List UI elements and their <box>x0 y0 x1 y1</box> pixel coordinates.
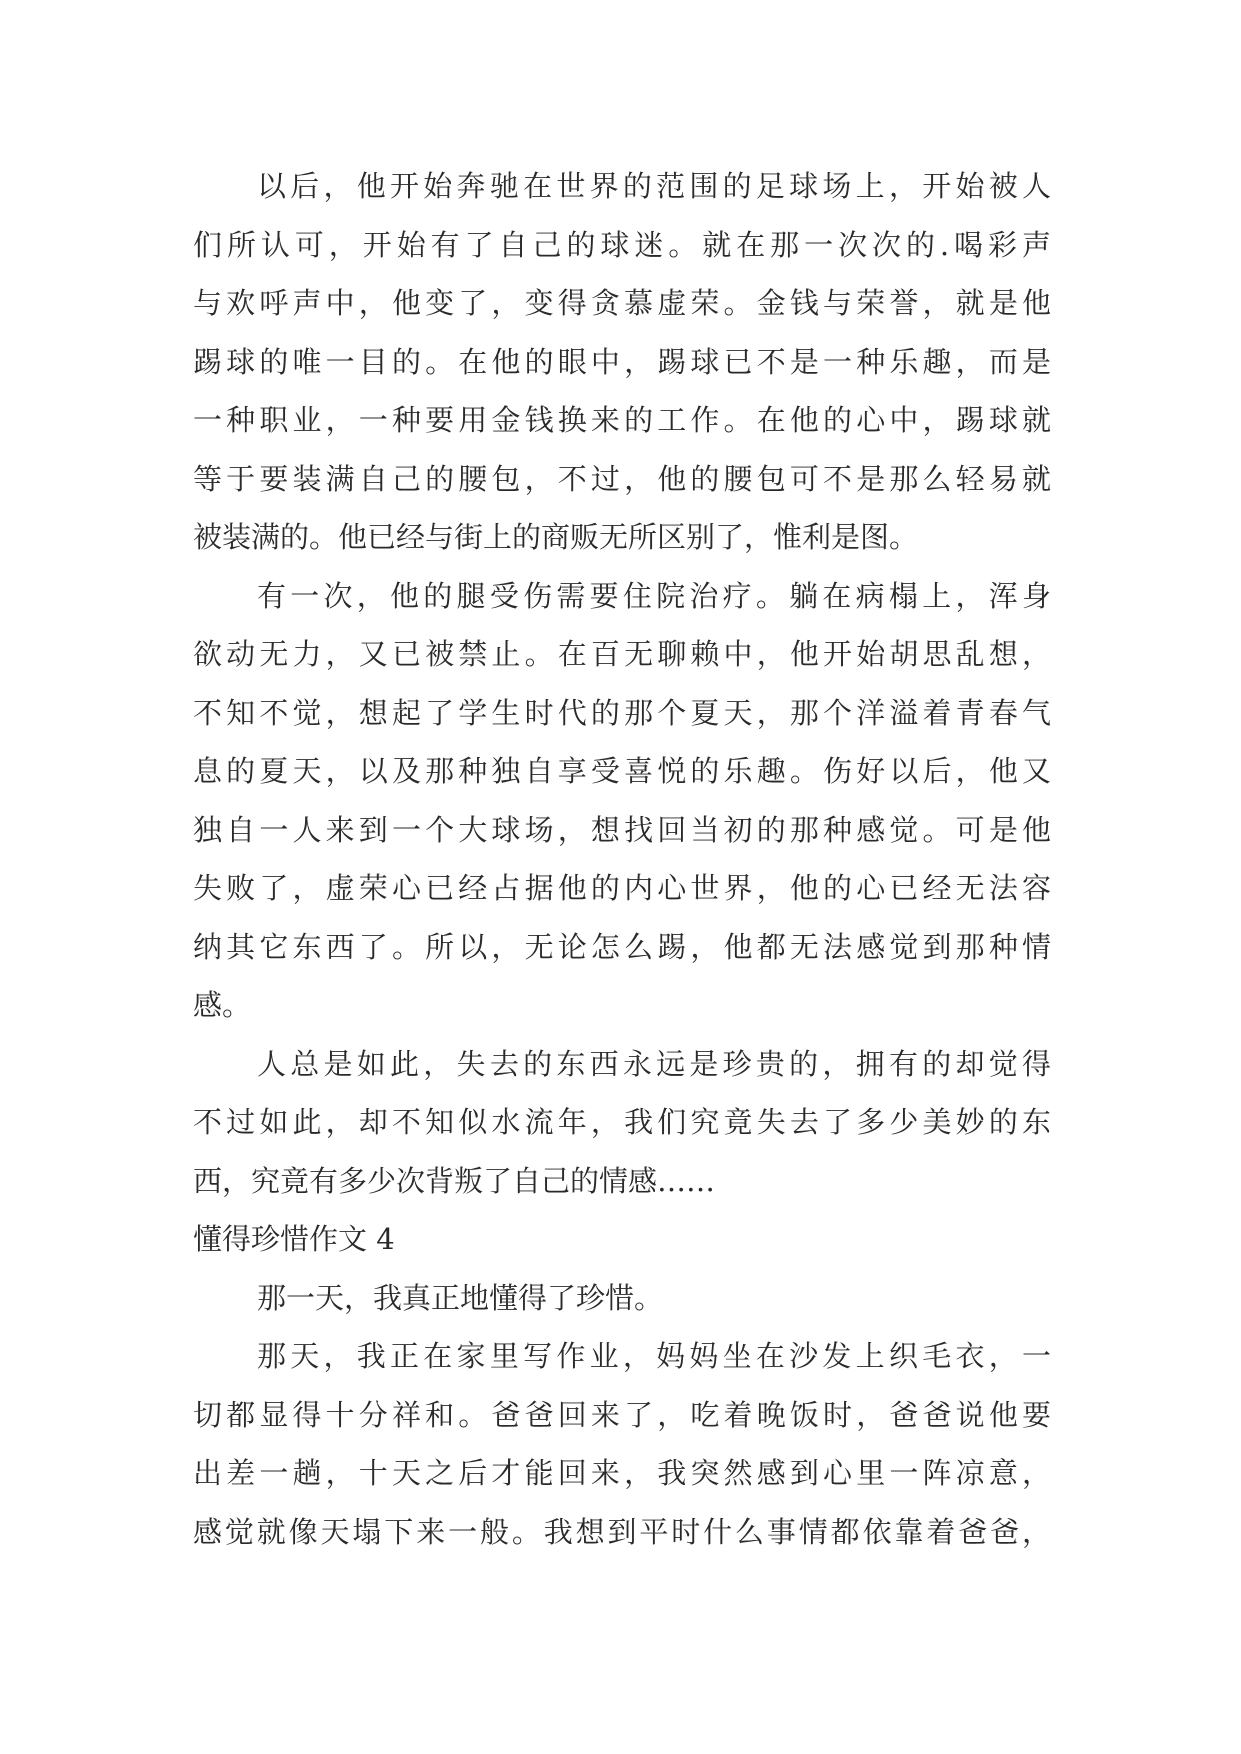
text-line: 欲动无力，又已被禁止。在百无聊赖中，他开始胡思乱想， <box>193 637 1051 671</box>
text-line: 纳其它东西了。所以，无论怎么踢，他都无法感觉到那种情 <box>193 929 1051 964</box>
text-line: 独自一人来到一个大球场，想找回当初的那种感觉。可是他 <box>193 812 1051 847</box>
text-line: 西，究竟有多少次背叛了自己的情感…… <box>193 1163 716 1198</box>
text-line: 感。 <box>193 988 252 1022</box>
text-line: 失败了，虚荣心已经占据他的内心世界，他的心已经无法容 <box>193 871 1051 905</box>
paragraph <box>193 1035 1051 1211</box>
text-line: 有一次，他的腿受伤需要住院治疗。躺在病榻上，浑身 <box>257 578 1051 613</box>
document-body <box>193 157 1051 1561</box>
text-line: 踢球的唯一目的。在他的眼中，踢球已不是一种乐趣，而是 <box>193 344 1051 379</box>
text-line: 们所认可，开始有了自己的球迷。就在那一次次的.喝彩声 <box>193 227 1051 262</box>
text-line: 出差一趟，十天之后才能回来，我突然感到心里一阵凉意， <box>193 1456 1051 1490</box>
text-line: 感觉就像天塌下来一般。我想到平时什么事情都依靠着爸爸， <box>193 1514 1051 1549</box>
text-line: 人总是如此，失去的东西永远是珍贵的，拥有的却觉得 <box>257 1046 1051 1081</box>
text-line: 不过如此，却不知似水流年，我们究竟失去了多少美妙的东 <box>193 1105 1051 1139</box>
text-line: 与欢呼声中，他变了，变得贪慕虚荣。金钱与荣誉，就是他 <box>193 286 1051 320</box>
text-line: 不知不觉，想起了学生时代的那个夏天，那个洋溢着青春气 <box>193 695 1051 730</box>
paragraph <box>193 1269 1051 1328</box>
paragraph <box>193 567 1051 1035</box>
text-line: 息的夏天，以及那种独自享受喜悦的乐趣。伤好以后，他又 <box>193 754 1051 788</box>
paragraph <box>193 157 1051 567</box>
section-heading: 懂得珍惜作文 4 <box>193 1222 395 1256</box>
text-line: 那一天，我真正地懂得了珍惜。 <box>257 1280 664 1315</box>
text-line: 一种职业，一种要用金钱换来的工作。在他的心中，踢球就 <box>193 403 1051 437</box>
text-line: 切都显得十分祥和。爸爸回来了，吃着晚饭时，爸爸说他要 <box>193 1397 1051 1432</box>
paragraph <box>193 1327 1051 1561</box>
text-line: 以后，他开始奔驰在世界的范围的足球场上，开始被人 <box>257 169 1051 203</box>
text-line: 等于要装满自己的腰包，不过，他的腰包可不是那么轻易就 <box>193 461 1051 496</box>
text-line: 被装满的。他已经与街上的商贩无所区别了，惟利是图。 <box>193 520 919 554</box>
text-line: 那天，我正在家里写作业，妈妈坐在沙发上织毛衣，一 <box>257 1339 1051 1373</box>
